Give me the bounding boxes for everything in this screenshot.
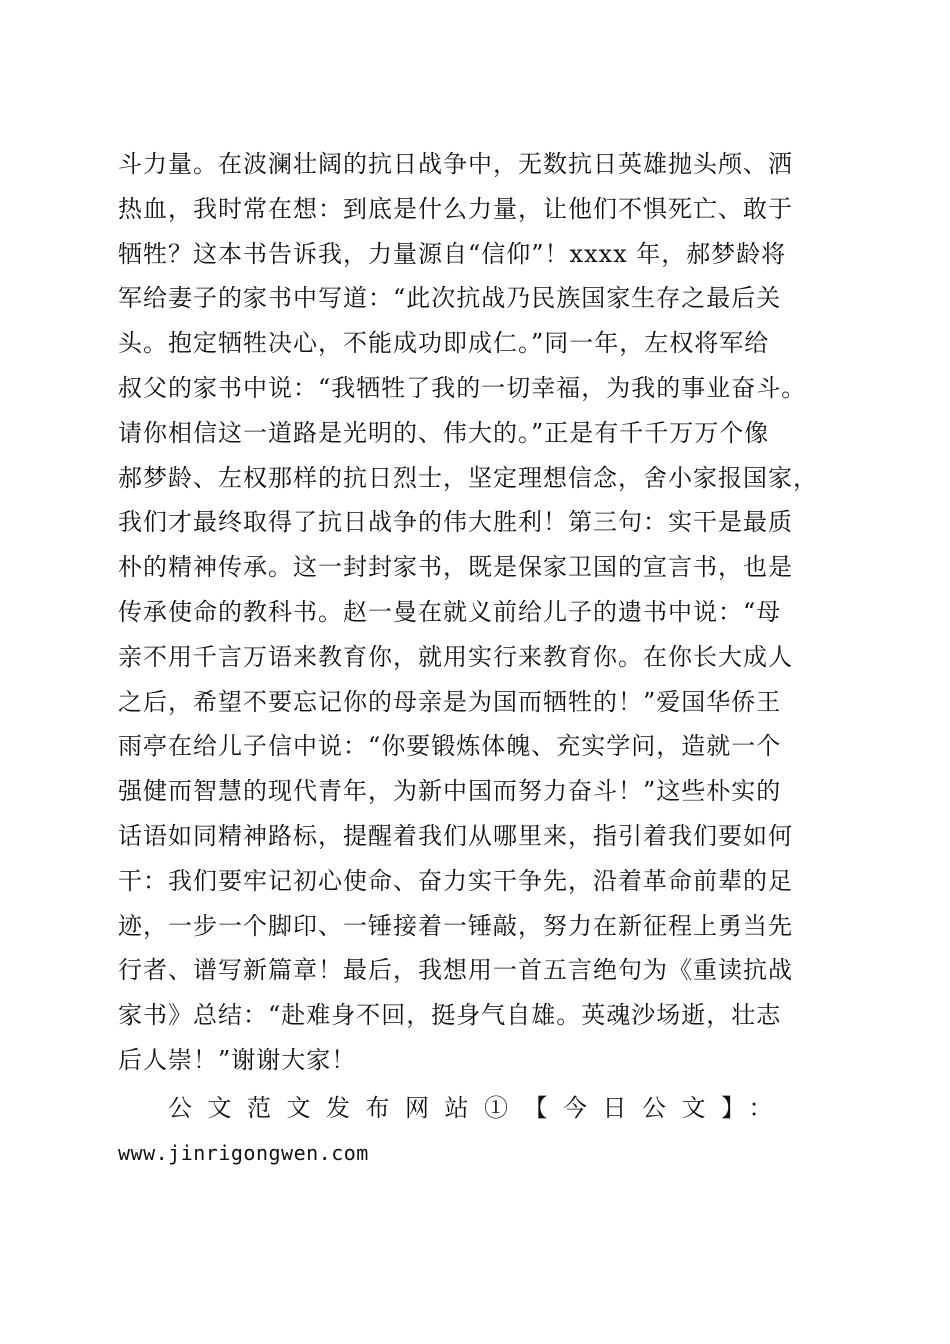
text-line: 斗力量。在波澜壮阔的抗日战争中，无数抗日英雄抛头颅、洒 — [118, 150, 793, 178]
text-line: 雨亭在给儿子信中说：“你要锻炼体魄、充实学问，造就一个 — [118, 732, 782, 761]
text-line: 头。抱定牺牲决心，不能成功即成仁。”同一年，左权将军给 — [118, 329, 770, 358]
text-line: 叔父的家书中说：“我牺牲了我的一切幸福，为我的事业奋斗。 — [118, 373, 807, 402]
text-line: 迹，一步一个脚印、一锤接着一锤敲，努力在新征程上勇当先 — [118, 911, 793, 940]
text-line: 请你相信这一道路是光明的、伟大的。”正是有千千万万个像 — [118, 418, 770, 447]
text-line: 朴的精神传承。这一封封家书，既是保家卫国的宣言书，也是 — [118, 553, 793, 582]
text-line: 话语如同精神路标，提醒着我们从哪里来，指引着我们要如何 — [118, 821, 793, 850]
footer-url-link[interactable]: www.jinrigongwen.com — [118, 1140, 369, 1165]
text-line: 行者、谱写新篇章！最后，我想用一首五言绝句为《重读抗战 — [118, 956, 793, 985]
text-line: 强健而智慧的现代青年，为新中国而努力奋斗！”这些朴实的 — [118, 777, 782, 806]
text-line: 干：我们要牢记初心使命、奋力实干争先，沿着革命前辈的足 — [118, 866, 793, 895]
text-line: 热血，我时常在想：到底是什么力量，让他们不惧死亡、敢于 — [118, 194, 793, 223]
text-line: 军给妻子的家书中写道：“此次抗战乃民族国家生存之最后关 — [118, 284, 782, 313]
text-line: 我们才最终取得了抗日战争的伟大胜利！第三句：实干是最质 — [118, 508, 793, 537]
text-line: 之后，希望不要忘记你的母亲是为国而牺牲的！”爱国华侨王 — [118, 687, 782, 716]
footer — [118, 1086, 838, 1176]
footer-site-label: 公文范文发布网站①【今日公文】： — [168, 1094, 788, 1122]
text-line: 后人崇！”谢谢大家！ — [118, 1045, 357, 1074]
text-line: 牺牲？这本书告诉我，力量源自“信仰”！xxxx 年，郝梦龄将 — [118, 239, 787, 268]
text-line: 传承使命的教科书。赵一曼在就义前给儿子的遗书中说：“母 — [118, 597, 782, 626]
text-line: 郝梦龄、左权那样的抗日烈士，坚定理想信念，舍小家报国家， — [118, 463, 818, 492]
text-line: 亲不用千言万语来教育你，就用实行来教育你。在你长大成人 — [118, 642, 793, 671]
body-text — [118, 142, 838, 1083]
text-line: 家书》总结：“赴难身不回，挺身气自雄。英魂沙场逝，壮志 — [118, 1001, 782, 1030]
